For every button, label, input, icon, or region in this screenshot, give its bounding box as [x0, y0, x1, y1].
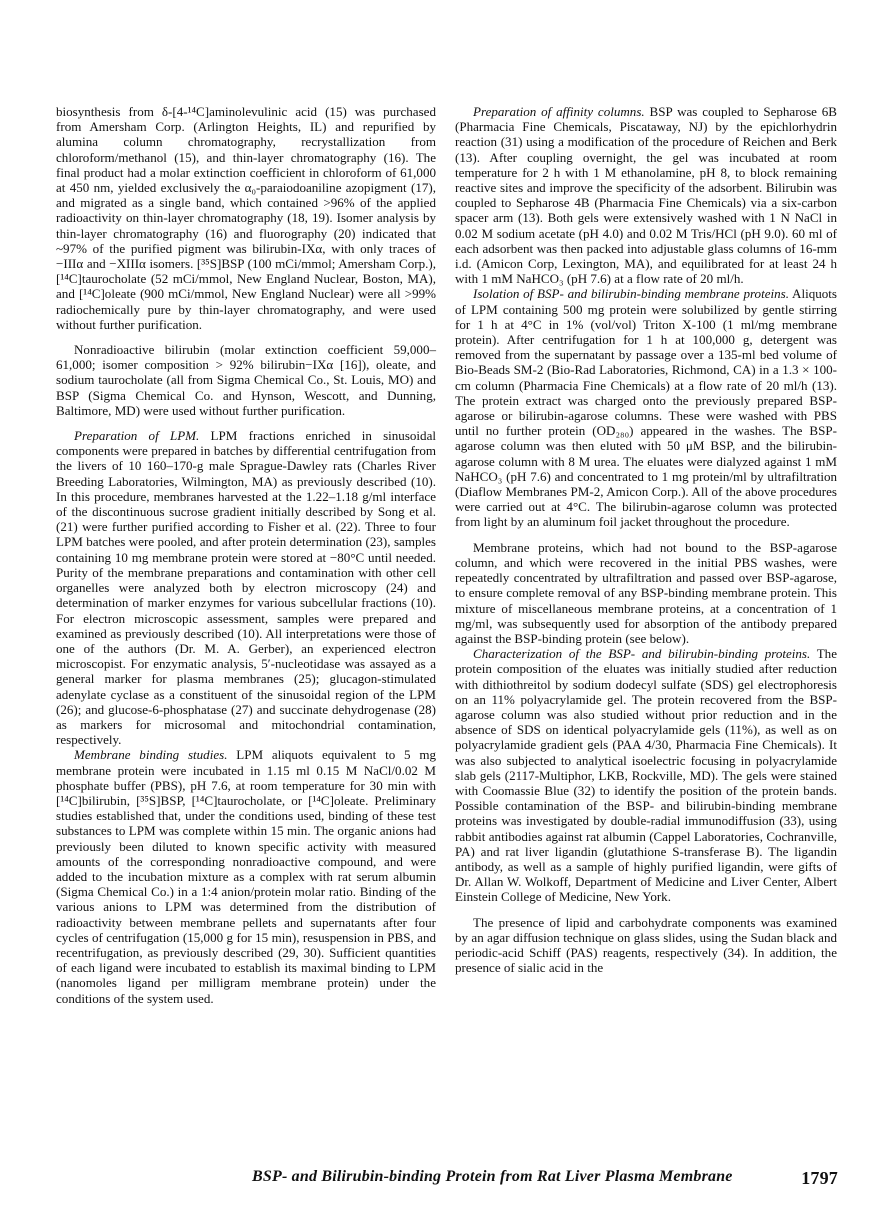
section-heading: Preparation of LPM. [74, 428, 200, 444]
paragraph: Nonradioactive bilirubin (molar extinction coefficient 59,000–61,000; isomer composition > 92% bilirubin−IXα [16]), oleate, and sodium taurocholate (all from Sigma Chemical Co., St. Louis, MO) and BSP (Sigma Chemical Co. and Hynson, Wescott, and Dunning, Baltimore, MD) were used without further purification. [56, 342, 436, 418]
section-heading: Isolation of BSP- and bilirubin-binding membrane proteins. [473, 286, 789, 302]
section-heading: Characterization of the BSP- and bilirubin-binding proteins. [473, 646, 811, 662]
running-title: BSP- and Bilirubin-binding Protein from Rat Liver Plasma Membrane [252, 1168, 733, 1185]
right-column [455, 104, 837, 985]
paragraph: biosynthesis from δ-[4-¹⁴C]aminolevulinic acid (15) was purchased from Amersham Corp. (Arlington Heights, IL) and repurified by alumina column chromatography, recrystallization from chloroform/methanol (15), and thin-layer chromatography (16). The final product had a molar extinction coefficient in chloroform of 61,000 at 450 nm, yielded exclusively the α₀-paraiodoaniline azopigment (17), and migrated as a single band, which contained >96% of the applied radioactivity on thin-layer chromatography (18, 19). Isomer analysis by thin-layer chromatography (16) and fluorography (20) indicated that ~97% of the purified pigment was bilirubin-IXα, with only traces of −IIIα and −XIIIα isomers. [³⁵S]BSP (100 mCi/mmol; Amersham Corp.), [¹⁴C]taurocholate (52 mCi/mmol, New England Nuclear, Boston, MA), and [¹⁴C]oleate (900 mCi/mmol, New England Nuclear) were all >99% radiochemically pure by thin-layer chromatography, and were used without further purification. [56, 104, 436, 332]
paragraph-text: Aliquots of LPM containing 500 mg protein were solubilized by gentle stirring for 1 h at 4°C in 1% (vol/vol) Triton X-100 (1 ml/mg membrane protein). After centrifugation for 1 h at 100,000 g, detergent was removed from the supernatant by passage over a 135-ml bed volume of Bio-Beads SM-2 (Bio-Rad Laboratories, Richmond, CA) in a 1.3 × 100-cm column (Pharmacia Fine Chemicals) at a flow rate of 20 ml/h (13). The protein extract was charged onto the previously prepared BSP-agarose or bilirubin-agarose columns. These were washed with PBS until no further protein (OD₂₈₀) appeared in the washes. The BSP-agarose column was then eluted with 50 μM BSP, and the bilirubin-agarose column with 8 M urea. The eluates were dialyzed against 1 mM NaHCO₃ (pH 7.6) and concentrated to 1 mg protein/ml by ultrafiltration (Diaflow Membranes PM-2, Amicon Corp.). All of the above procedures were carried out at 4°C. The bilirubin-agarose column was protected from light by an aluminum foil jacket throughout the procedure. [455, 286, 837, 530]
paragraph-text: LPM aliquots equivalent to 5 mg membrane protein were incubated in 1.15 ml 0.15 M NaCl/0.02 M phosphate buffer (PBS), pH 7.6, at room temperature for 30 min with [¹⁴C]bilirubin, [³⁵S]BSP, [¹⁴C]taurocholate, or [¹⁴C]oleate. Preliminary studies established that, under the conditions used, binding of these test substances to LPM was complete within 15 min. The organic anions had previously been diluted to known specific activity with measured amounts of the corresponding nonradioactive compound, and were added to the incubation mixture as a complex with rat serum albumin (Sigma Chemical Co.) in a 1:4 anion/protein molar ratio. Binding of the various anions to LPM was determined from the distribution of radioactivity between membrane pellets and supernatants after four cycles of centrifugation (15,000 g for 15 min), resuspension in PBS, and recentrifugation, as previously described (29, 30). Sufficient quantities of each ligand were incubated to establish its maximal binding to LPM (nanomoles ligand per milligram membrane protein) under the conditions of the system used. [56, 747, 436, 1006]
paragraph: Membrane proteins, which had not bound to the BSP-agarose column, and which were recovered in the initial PBS washes, were repeatedly concentrated by ultrafiltration and passed over BSP-agarose, to ensure complete removal of any BSP-binding membrane protein. This mixture of miscellaneous membrane proteins, at a concentration of 1 mg/ml, was subsequently used for absorption of the antibody prepared against the BSP-binding protein (see below). [455, 539, 837, 646]
paragraph [455, 104, 837, 286]
section-heading: Membrane binding studies. [74, 747, 228, 763]
section-heading: Preparation of affinity columns. [473, 104, 645, 119]
paragraph [56, 747, 436, 1005]
paragraph-text: LPM fractions enriched in sinusoidal components were prepared in batches by differential centrifugation from the livers of 10 160–170-g male Sprague-Dawley rats (Charles River Breeding Laboratories, Wilmington, MA) as previously described (10). In this procedure, membranes harvested at the 1.22–1.18 g/ml interface of the discontinuous sucrose gradient initially described by Song et al. (21) were further purified according to Fisher et al. (22). Three to four LPM batches were pooled, and after protein determination (23), samples containing 10 mg membrane protein were stored at −80°C until needed. Purity of the membrane preparations and contamination with other cell organelles were analyzed both by electron microscopy (24) and determination of marker enzymes for various subcellular fractions (10). For electron microscopic assessment, samples were prepared and examined as previously described (10). All interpretations were those of one of the authors (Dr. M. A. Gerber), an experienced electron microscopist. For enzymatic analysis, 5′-nucleotidase was assayed as a general marker for plasma membranes (25); glucagon-stimulated adenylate cyclase as a constituent of the sinusoidal region of the LPM (26); and glucose-6-phosphatase (27) and succinate dehydrogenase (28) as markers for microsomal and mitochondrial contamination, respectively. [56, 428, 436, 748]
page-footer [252, 1168, 838, 1186]
left-column [56, 104, 436, 1016]
paragraph [56, 428, 436, 747]
paragraph [455, 286, 837, 529]
paragraph-text: BSP was coupled to Sepharose 6B (Pharmacia Fine Chemicals, Piscataway, NJ) by the epichlorhydrin reaction (31) using a modification of the procedure of Reichen and Berk (13). After coupling overnight, the gel was incubated at room temperature for 2 h with 1 M ethanolamine, pH 8, to block remaining reactive sites and improve the specificity of the adsorbent. Bilirubin was coupled to Sepharose 4B (Pharmacia Fine Chemicals) via a six-carbon spacer arm (13). Both gels were extensively washed with 1 N NaCl in 0.02 M sodium acetate (pH 4.0) and 0.02 M Tris/HCl (pH 9.0). 60 ml of each adsorbent was then packed into adjustable glass columns of 16-mm i.d. (Amicon Corp, Lexington, MA), and equilibrated for at least 24 h with 1 mM NaHCO₃ (pH 7.6) at a flow rate of 20 ml/h. [455, 104, 837, 287]
paragraph-text: The protein composition of the eluates was initially studied after reduction with dithiothreitol by sodium dodecyl sulfate (SDS) gel electrophoresis on an 11% polyacrylamide gel. The protein recovered from the BSP-agarose column was also studied without prior reduction and in the absence of SDS on identical polyacrylamide gels (11%), as well as on polyacrylamide gradient gels (PAA 4/30, Pharmacia Fine Chemicals). It was also subjected to analytical isoelectric focusing in polyacrylamide slab gels (2117-Multiphor, LKB, Rockville, MD). The gels were stained with Coomassie Blue (32) to identify the position of the protein bands. Possible contamination of the BSP- and bilirubin-binding membrane proteins was investigated by double-radial immunodiffusion (33), using rabbit antibodies against rat albumin (Cappel Laboratories, Cochranville, PA) and rat liver ligandin (glutathione S-transferase B). The ligandin antibody, as well as a sample of highly purified ligandin, were gifts of Dr. Allan W. Wolkoff, Department of Medicine and Liver Center, Albert Einstein College of Medicine, New York. [455, 646, 837, 905]
paragraph: The presence of lipid and carbohydrate components was examined by an agar diffusion technique on glass slides, using the Sudan black and periodic-acid Schiff (PAS) reagents, respectively (34). In addition, the presence of sialic acid in the [455, 914, 837, 976]
page-number: 1797 [801, 1168, 838, 1188]
paragraph [455, 646, 837, 904]
